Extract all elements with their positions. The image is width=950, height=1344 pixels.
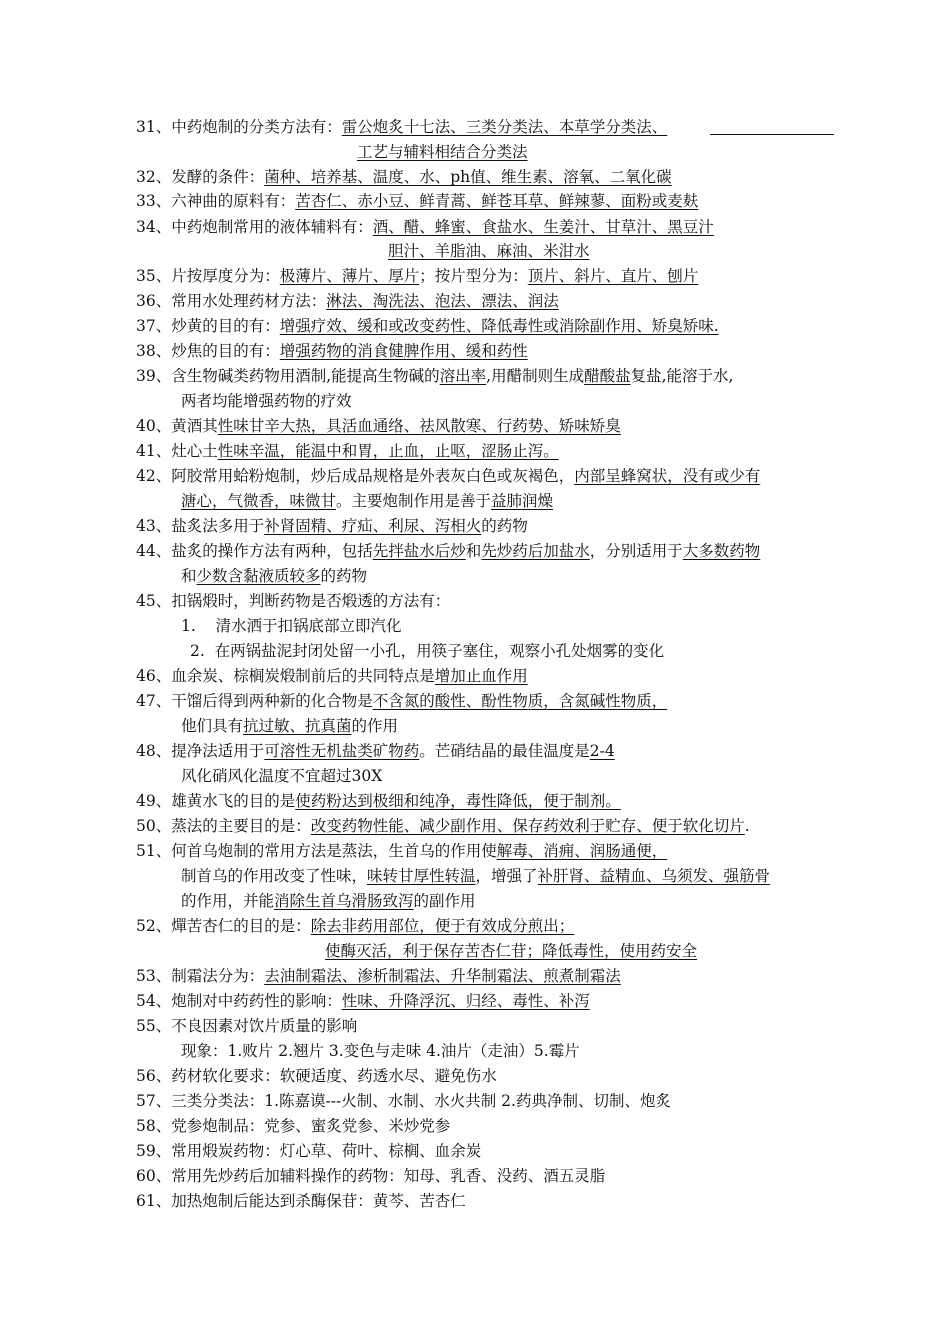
underlined-answer: 增加止血作用 [434, 667, 528, 685]
text-segment: ；按片型分为： [419, 267, 528, 285]
text-line-45 [136, 591, 450, 611]
text-line-60 [136, 1166, 605, 1186]
text-line-56 [136, 1066, 497, 1086]
text-line-59 [136, 1141, 481, 1161]
text-line-44b [181, 566, 367, 586]
text-line-42a [136, 466, 760, 486]
text-segment: 42、阿胶常用蛤粉炮制，炒后成品规格是外表灰白色或灰褐色， [136, 467, 575, 485]
underlined-answer: 味转甘厚性转温 [367, 867, 476, 885]
underlined-answer: 内部呈蜂窝状，没有或少有 [574, 467, 761, 485]
text-line-55b [181, 1041, 580, 1061]
text-line-34a [136, 217, 714, 237]
text-segment: 33、六神曲的原料有： [136, 192, 296, 210]
text-line-52a [136, 916, 574, 936]
underlined-answer: 补肾固精、疗疝、利尿、泻相火 [264, 517, 482, 535]
text-line-47a [136, 691, 667, 711]
text-line-44a [136, 541, 760, 561]
text-segment: 的药物 [481, 517, 528, 535]
text-segment: 1. 清水洒于扣锅底部立即汽化 [181, 617, 402, 635]
underlined-answer: 2-4 [589, 742, 615, 760]
text-line-38 [136, 341, 528, 361]
underlined-answer: 溏心，气微香，味微甘 [181, 492, 337, 510]
text-segment: 35、片按厚度分为： [136, 267, 280, 285]
underlined-answer: 酒、醋、蜂蜜、食盐水、生姜汁、甘草汁、黑豆汁 [372, 218, 714, 236]
text-line-42b [181, 491, 553, 511]
text-segment: 53、制霜法分为： [136, 967, 265, 985]
text-line-53 [136, 966, 621, 986]
text-line-48a [136, 741, 615, 761]
text-line-39a [136, 366, 733, 386]
underlined-answer: 少数含黏液质较多 [196, 567, 321, 585]
text-segment: 的副作用 [413, 892, 476, 910]
text-segment: 43、盐炙法多用于 [136, 517, 265, 535]
text-segment: 52、燀苦杏仁的目的是： [136, 917, 311, 935]
underlined-answer: 性味、升降浮沉、归经、毒性、补泻 [341, 992, 590, 1010]
text-segment: 48、提净法适用于 [136, 742, 265, 760]
underlined-answer: 雷公炮炙十七法、三类分类法、本草学分类法、 [341, 118, 668, 136]
underlined-answer: 先拌盐水后炒 [372, 542, 466, 560]
underlined-answer: 胆汁、羊脂油、麻油、米泔水 [388, 242, 590, 260]
text-line-47b [181, 716, 398, 736]
underlined-answer: 抗过敏、抗真菌 [243, 717, 352, 735]
underlined-answer: 补肝肾、益精血、乌须发、强筋骨 [537, 867, 771, 885]
underlined-answer: 顶片、斜片、直片、刨片 [527, 267, 699, 285]
text-segment: 和 [181, 567, 197, 585]
underline-rule [710, 134, 834, 135]
text-line-48b [181, 766, 382, 786]
text-line-45-1 [181, 616, 402, 636]
text-segment: 的药物 [320, 567, 368, 585]
text-segment: 38、炒焦的目的有： [136, 342, 280, 360]
text-segment: 31、中药炮制的分类方法有： [136, 118, 342, 136]
text-line-46 [136, 666, 528, 686]
text-line-50 [136, 816, 750, 836]
text-segment: 51、何首乌炮制的常用方法是蒸法，生首乌的作用使 [136, 842, 497, 860]
underlined-answer: 去油制霜法、渗析制霜法、升华制霜法、煎煮制霜法 [264, 967, 621, 985]
text-segment: 2. 在两锅盐泥封闭处留一小孔，用筷子塞住，观察小孔处烟雾的变化 [190, 642, 665, 660]
underlined-answer: 除去非药用部位，便于有效成分煎出； [310, 917, 575, 935]
text-segment: 的作用，并能 [181, 892, 275, 910]
text-segment: 60、常用先炒药后加辅料操作的药物：知母、乳香、没药、酒五灵脂 [136, 1167, 606, 1185]
text-segment: 。主要炮制作用是善于 [336, 492, 492, 510]
text-segment: 54、炮制对中药药性的影响： [136, 992, 342, 1010]
text-segment: 46、血余炭、棕榈炭煅制前后的共同特点是 [136, 667, 435, 685]
text-segment: ，增强了 [475, 867, 538, 885]
text-line-58 [136, 1116, 450, 1136]
text-segment: 的作用 [351, 717, 399, 735]
text-segment: 45、扣锅煅时，判断药物是否煅透的方法有： [136, 592, 451, 610]
text-segment: 55、不良因素对饮片质量的影响 [136, 1017, 358, 1035]
underlined-answer: 溶出率 [439, 367, 487, 385]
text-segment: 和 [465, 542, 482, 560]
underlined-answer: 极薄片、薄片、厚片 [279, 267, 420, 285]
underlined-answer: 不含氮的酸性、酚性物质，含氮碱性物质， [372, 692, 668, 710]
underlined-answer: 可溶性无机盐类矿物药 [264, 742, 420, 760]
text-line-45-2 [190, 641, 664, 661]
underlined-answer: 性味辛温，能温中和胃，止血，止呕，涩肠止泻。 [217, 442, 559, 460]
text-line-34b [388, 241, 590, 261]
underlined-answer: 醋酸盐 [584, 367, 631, 385]
underlined-answer: 工艺与辅料相结合分类法 [357, 143, 528, 161]
text-line-36 [136, 291, 559, 311]
underlined-answer: 增强疗效、缓和或改变药性、降低毒性或消除副作用、矫臭矫味. [279, 317, 719, 335]
text-line-43 [136, 516, 528, 536]
text-line-41 [136, 441, 559, 461]
text-line-35 [136, 266, 698, 286]
text-line-32 [136, 167, 672, 187]
text-segment: 。芒硝结晶的最佳温度是 [419, 742, 590, 760]
underlined-answer: 改变药物性能、减少副作用、保存药效利于贮存、便于软化切片 [310, 817, 745, 835]
text-segment: 32、发酵的条件： [136, 168, 265, 186]
text-segment: 两者均能增强药物的疗效 [181, 392, 352, 410]
text-segment: 59、常用煅炭药物：灯心草、荷叶、棕榈、血余炭 [136, 1142, 482, 1160]
text-segment: ,用醋制则生成 [486, 367, 585, 385]
underlined-answer: 先炒药后加盐水 [481, 542, 590, 560]
text-line-52b [325, 941, 697, 961]
underlined-answer: 增强药物的消食健脾作用、缓和药性 [279, 342, 528, 360]
text-segment: 复盐,能溶于水, [630, 367, 734, 385]
text-line-37 [136, 316, 719, 336]
text-line-54 [136, 991, 590, 1011]
underlined-answer: 使酶灭活，利于保存苦杏仁苷；降低毒性，使用药安全 [325, 942, 698, 960]
text-line-49 [136, 791, 621, 811]
text-segment: 56、药材软化要求：软硬适度、药透水尽、避免伤水 [136, 1067, 497, 1085]
text-segment: 风化硝风化温度不宜超过30X [181, 767, 383, 785]
text-line-61 [136, 1191, 466, 1211]
text-line-31b [357, 142, 528, 162]
text-line-51b [181, 866, 770, 886]
text-line-51a [136, 841, 667, 861]
underlined-answer: 益肺润燥 [491, 492, 554, 510]
text-segment: 44、盐炙的操作方法有两种，包括 [136, 542, 373, 560]
underlined-answer: 消除生首乌滑肠致泻 [274, 892, 414, 910]
text-segment: 57、三类分类法：1.陈嘉谟---火制、水制、水火共制 2.药典净制、切制、炮炙 [136, 1092, 671, 1110]
underlined-answer: 大多数药物 [682, 542, 761, 560]
text-segment: 40、黄酒其 [136, 417, 218, 435]
underlined-answer: 苦杏仁、赤小豆、鲜青蒿、鲜苍耳草、鲜辣蓼、面粉或麦麸 [295, 192, 699, 210]
text-line-55a [136, 1016, 357, 1036]
text-segment: 61、加热炮制后能达到杀酶保苷：黄芩、苦杏仁 [136, 1192, 466, 1210]
text-segment: 49、雄黄水飞的目的是 [136, 792, 296, 810]
underlined-answer: 性味甘辛大热，具活血通络、祛风散寒、行药势、矫味矫臭 [217, 417, 621, 435]
text-line-39b [181, 391, 352, 411]
underlined-answer: 淋法、淘洗法、泡法、漂法、润法 [326, 292, 559, 310]
text-segment: 现象：1.败片 2.翘片 3.变色与走味 4.油片（走油）5.霉片 [181, 1042, 580, 1060]
text-line-51c [181, 891, 476, 911]
text-segment: 制首乌的作用改变了性味， [181, 867, 368, 885]
text-line-57 [136, 1091, 671, 1111]
text-segment: ，分别适用于 [589, 542, 683, 560]
text-line-40 [136, 416, 621, 436]
underlined-answer: 解毒、消痈、润肠通便， [496, 842, 668, 860]
text-segment: 39、含生物碱类药物用酒制,能提高生物碱的 [136, 367, 440, 385]
text-segment: 50、蒸法的主要目的是： [136, 817, 311, 835]
text-line-31a [136, 117, 667, 137]
underlined-answer: 菌种、培养基、温度、水、ph值、维生素、溶氧、二氧化碳 [264, 168, 672, 186]
text-segment: 他们具有 [181, 717, 244, 735]
text-line-33 [136, 191, 698, 211]
text-segment: 36、常用水处理药材方法： [136, 292, 327, 310]
text-segment: 37、炒黄的目的有： [136, 317, 280, 335]
text-segment: 58、党参炮制品：党参、蜜炙党参、米炒党参 [136, 1117, 451, 1135]
text-segment: 34、中药炮制常用的液体辅料有： [136, 218, 373, 236]
text-segment: 41、灶心土 [136, 442, 218, 460]
underlined-answer: 使药粉达到极细和纯净，毒性降低，便于制剂。 [295, 792, 621, 810]
text-segment: . [744, 817, 750, 835]
text-segment: 47、干馏后得到两种新的化合物是 [136, 692, 373, 710]
